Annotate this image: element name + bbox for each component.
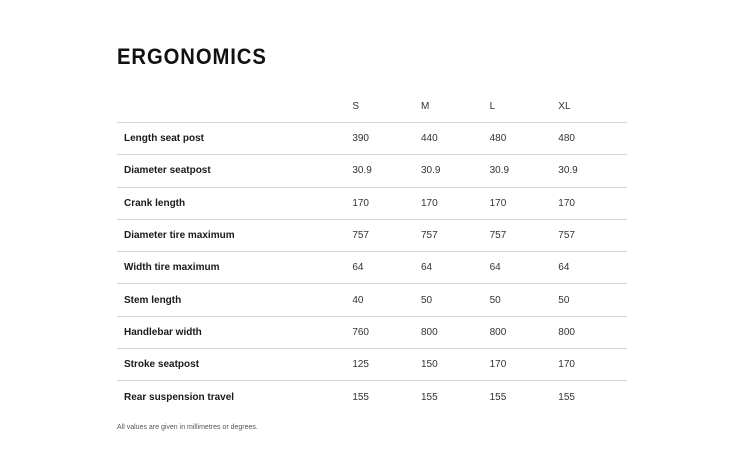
cell-value: 757 (489, 230, 507, 242)
footnote: All values are given in millimetres or degrees. (117, 424, 258, 431)
ergonomics-table (117, 90, 627, 413)
row-label: Stem length (124, 294, 182, 306)
cell-value: 170 (489, 197, 507, 209)
cell-value: 30.9 (420, 165, 441, 177)
cell-value: 30.9 (489, 165, 510, 177)
row-label: Crank length (124, 197, 186, 209)
cell-value: 64 (352, 262, 364, 274)
row-label: Diameter seatpost (124, 165, 211, 177)
cell-value: 30.9 (558, 165, 578, 177)
table-row (117, 123, 627, 155)
header-empty-cell (117, 90, 352, 123)
cell-value: 125 (352, 359, 369, 371)
table-header (117, 90, 627, 123)
cell-value: 170 (352, 197, 369, 209)
cell-value: 480 (558, 133, 575, 145)
cell-value: 440 (420, 133, 438, 145)
cell-value: 50 (420, 294, 433, 306)
cell-value: 40 (352, 294, 364, 306)
table-row (117, 284, 627, 316)
cell-value: 50 (489, 294, 501, 306)
page-title: ERGONOMICS (117, 44, 267, 69)
cell-value: 150 (420, 359, 438, 371)
table-row (117, 349, 627, 381)
cell-value: 155 (352, 391, 369, 403)
table-body (117, 123, 627, 413)
cell-value: 800 (420, 326, 438, 338)
cell-value: 757 (558, 230, 575, 242)
cell-value: 170 (489, 359, 507, 371)
row-label: Rear suspension travel (124, 391, 235, 403)
cell-value: 170 (558, 359, 575, 371)
header-size-l: L (489, 100, 496, 112)
cell-value: 64 (420, 262, 433, 274)
header-row (117, 90, 627, 123)
cell-value: 50 (558, 294, 570, 306)
cell-value: 155 (420, 391, 438, 403)
row-label: Diameter tire maximum (124, 230, 235, 242)
cell-value: 800 (558, 326, 575, 338)
cell-value: 155 (558, 391, 575, 403)
header-size-m: M (420, 100, 430, 112)
row-label: Length seat post (124, 133, 205, 145)
header-size-s: S (352, 100, 359, 112)
table-row (117, 155, 627, 187)
row-label: Stroke seatpost (124, 359, 200, 371)
cell-value: 64 (558, 262, 570, 274)
table-row (117, 381, 627, 413)
cell-value: 757 (420, 230, 438, 242)
cell-value: 760 (352, 326, 369, 338)
row-label: Width tire maximum (124, 262, 220, 274)
table-row (117, 316, 627, 348)
cell-value: 170 (420, 197, 438, 209)
cell-value: 155 (489, 391, 507, 403)
header-size-xl: XL (558, 100, 571, 112)
cell-value: 800 (489, 326, 507, 338)
table-row (117, 187, 627, 219)
cell-value: 757 (352, 230, 369, 242)
table-row (117, 252, 627, 284)
cell-value: 480 (489, 133, 507, 145)
table-row (117, 219, 627, 251)
cell-value: 30.9 (352, 165, 372, 177)
cell-value: 170 (558, 197, 575, 209)
cell-value: 64 (489, 262, 501, 274)
cell-value: 390 (352, 133, 369, 145)
row-label: Handlebar width (124, 326, 202, 338)
